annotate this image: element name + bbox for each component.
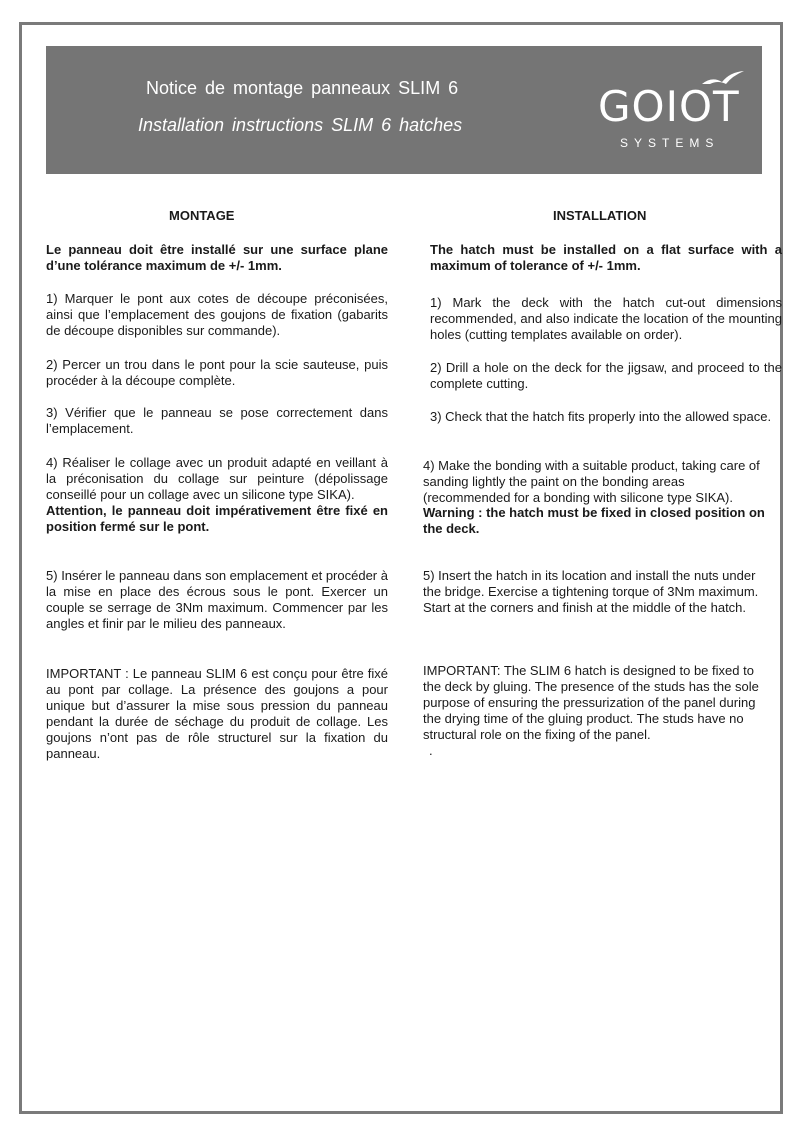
left-heading: MONTAGE xyxy=(169,208,235,223)
title-english: Installation instructions SLIM 6 hatches xyxy=(138,115,463,135)
goiot-logo xyxy=(592,66,752,158)
logo-wordmark: GOIOT xyxy=(598,82,740,131)
left-step-3: 3) Vérifier que le panneau se pose correctement dans l’emplacement. xyxy=(46,405,388,436)
title-french: Notice de montage panneaux SLIM 6 xyxy=(146,78,459,98)
left-intro: Le panneau doit être installé sur une surface plane d’une tolérance maximum de +/- 1mm. xyxy=(46,242,388,273)
right-step-2: 2) Drill a hole on the deck for the jigsaw, and proceed to the complete cutting. xyxy=(430,360,782,391)
right-important: IMPORTANT: The SLIM 6 hatch is designed to be fixed to the deck by gluing. The presence of the studs has the sole purpose of ensuring the pressurization of the panel during the drying time of the gluing product. The studs have no structural role on the fixing of the panel. xyxy=(423,663,759,742)
left-important: IMPORTANT : Le panneau SLIM 6 est conçu pour être fixé au pont par collage. La présence des goujons a pour unique but d’assurer la mise sous pression du panneau pendant la durée de séchage du produit de collage. Les goujons n’ont pas de rôle structurel sur la fixation du panneau. xyxy=(46,666,388,761)
right-trailing-dot: . xyxy=(429,743,433,758)
right-step-4-warning: Warning : the hatch must be fixed in closed position on the deck. xyxy=(423,505,765,536)
right-step-5: 5) Insert the hatch in its location and install the nuts under the bridge. Exercise a tightening torque of 3Nm maximum. Start at the corners and finish at the middle of the hatch. xyxy=(423,568,759,615)
right-step-3: 3) Check that the hatch fits properly into the allowed space. xyxy=(430,409,772,424)
left-step-1: 1) Marquer le pont aux cotes de découpe préconisées, ainsi que l’emplacement des goujons de fixation (gabarits de découpe disponibles sur commande). xyxy=(46,291,388,338)
left-step-4-warning: Attention, le panneau doit impérativement être fixé en position fermé sur le pont. xyxy=(46,503,388,534)
right-heading: INSTALLATION xyxy=(553,208,647,223)
logo-subtext: SYSTEMS xyxy=(620,136,720,150)
left-step-5: 5) Insérer le panneau dans son emplacement et procéder à la mise en place des écrous sous le pont. Exercer un couple se serrage de 3Nm maximum. Commencer par les angles et finir par le milieu des panneaux. xyxy=(46,568,388,631)
right-intro: The hatch must be installed on a flat surface with a maximum of tolerance of +/- 1mm. xyxy=(430,242,782,273)
right-step-1: 1) Mark the deck with the hatch cut-out dimensions recommended, and also indicate the location of the mounting holes (cutting templates available on order). xyxy=(430,295,782,342)
left-step-2: 2) Percer un trou dans le pont pour la scie sauteuse, puis procéder à la découpe complète. xyxy=(46,357,388,388)
right-step-4: 4) Make the bonding with a suitable product, taking care of sanding lightly the paint on the bonding areas (recommended for a bonding with silicone type SIKA). xyxy=(423,458,760,505)
left-step-4: 4) Réaliser le collage avec un produit adapté en veillant à la préconisation du collage sur peinture (dépolissage conseillé pour un collage avec un silicone type SIKA). xyxy=(46,455,388,502)
